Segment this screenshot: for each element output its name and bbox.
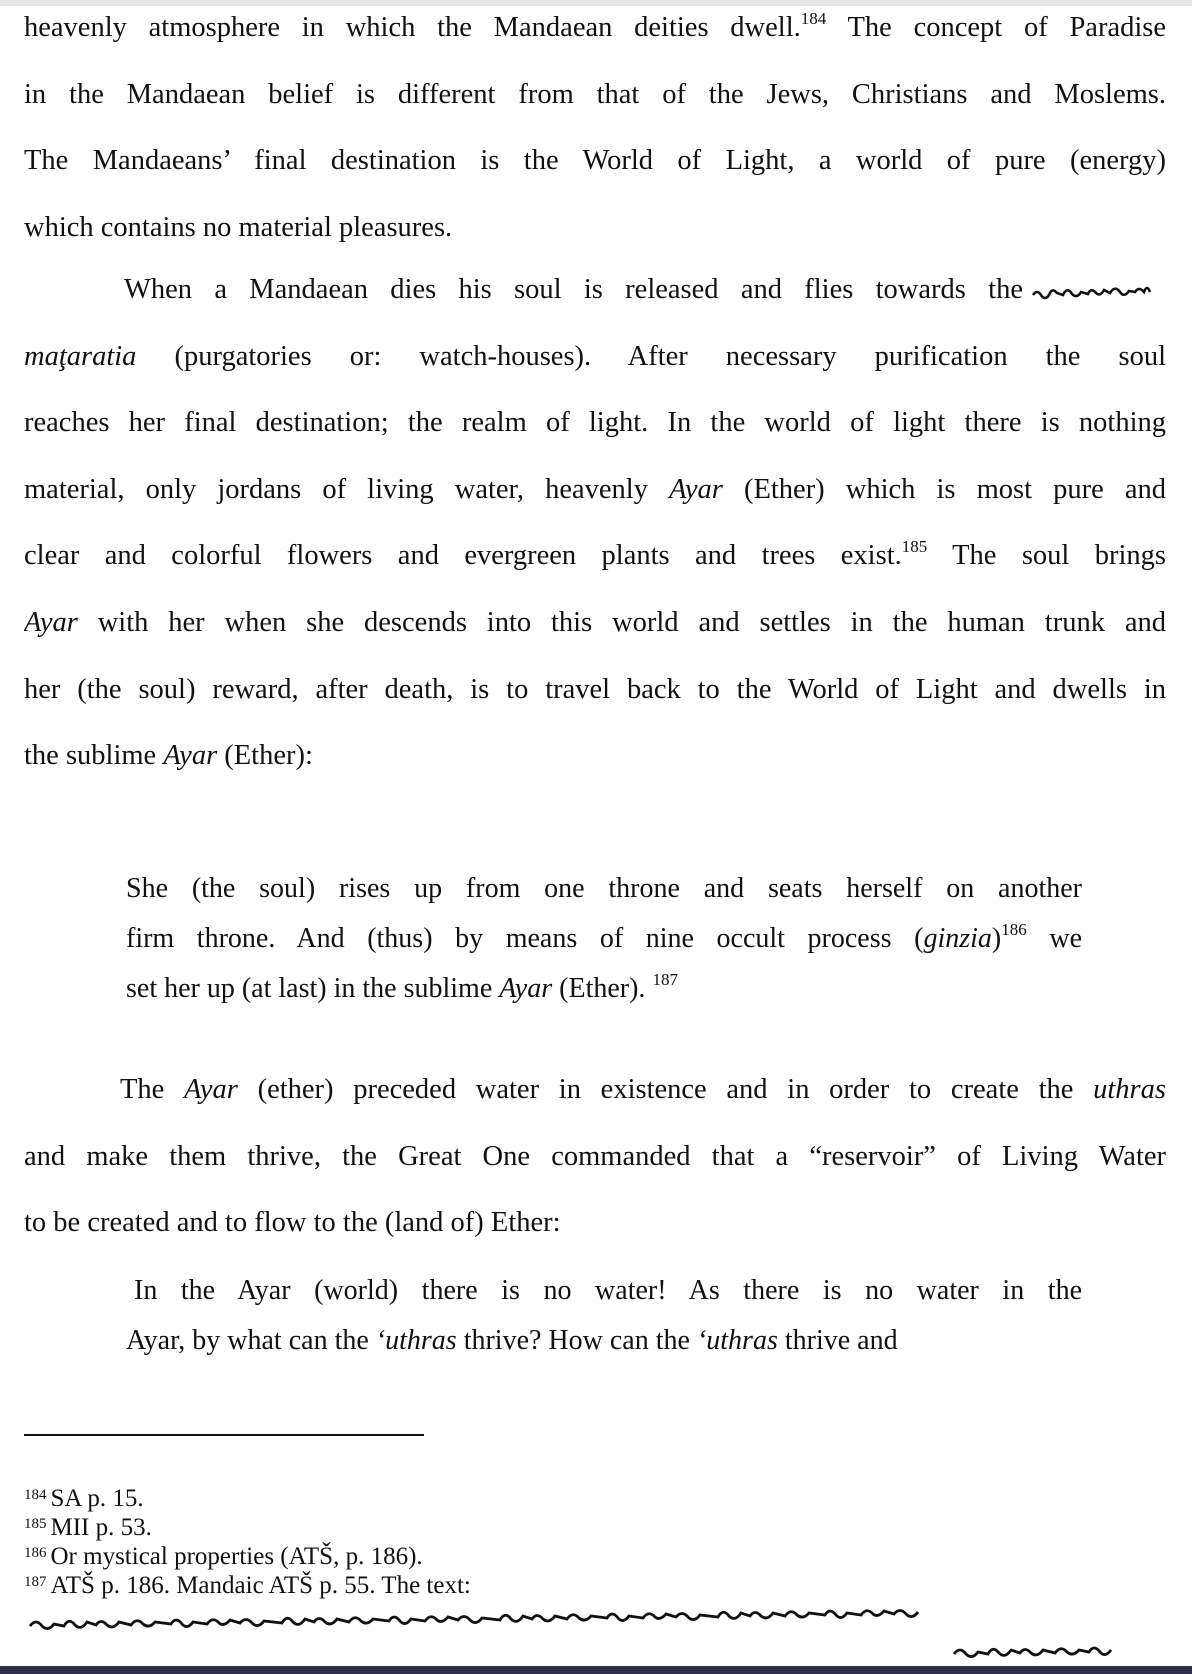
block-quote-2: In the Ayar (world) there is no water! As there is no water in the Ayar, by what can the ‘uthras thrive? How can the ‘uthras thrive and: [126, 1275, 1082, 1356]
paragraph-1: heavenly atmosphere in which the Mandaean deities dwell.$^{184}$ The concept of Paradise in the Mandaean belief is different from that of the Jews, Christians and Moslems. The Mandaeans’ final destination is the World of Light, a world of pure (energy) which contains no material pleasures.: [24, 9, 1166, 243]
footnote-separator: [24, 1434, 424, 1436]
mandaic-word-script: [1031, 280, 1166, 302]
footnote-ref-187[interactable]: 187: [652, 970, 678, 989]
paragraph-2: When a Mandaean dies his soul is released and flies towards the maţaratia (purgatories or: watch-houses). After necessary purification the soul reaches her final destination; the realm of light. In the world of light there is nothing material, only jordans of living water, heavenly Ayar (Ether) which is most pure and clear and colorful flowers and evergreen plants and trees exist.$^{185}$ The soul brings Ayar with her when she descends into this world and settles in the human trunk and her (the soul) reward, after death, is to travel back to the World of Light and dwells in the sublime Ayar (Ether):: [24, 274, 1166, 772]
footnote-ref-184[interactable]: 184: [800, 9, 827, 28]
footnote-ref-186[interactable]: 186: [1001, 920, 1027, 939]
footnote-186: $^{186}$ Or mystical properties (ATŠ, p. 186).: [24, 1543, 423, 1570]
window-bottom-bar: [0, 1666, 1192, 1674]
footnote-187: $^{187}$ ATŠ p. 186. Mandaic ATŠ p. 55. The text:: [24, 1572, 471, 1599]
paragraph-3: The Ayar (ether) preceded water in existence and in order to create the uthras and make them thrive, the Great One commanded that a “reservoir” of Living Water to be created and to flow to the (land of) Ether:: [24, 1074, 1166, 1239]
footnote-185: $^{185}$ MII p. 53.: [24, 1514, 152, 1541]
footnote-ref-185[interactable]: 185: [901, 537, 928, 557]
mandaic-script-text: [24, 1606, 1166, 1666]
block-quote-1: She (the soul) rises up from one throne and seats herself on another firm throne. And (thus) by means of nine occult process (ginzia)$^{186}$ we set her up (at last) in the sublime Ayar (Ether). $^{187}$: [126, 873, 1082, 1004]
footnote-184: $^{184}$ SA p. 15.: [24, 1485, 144, 1512]
footnotes: [24, 1484, 1166, 1600]
